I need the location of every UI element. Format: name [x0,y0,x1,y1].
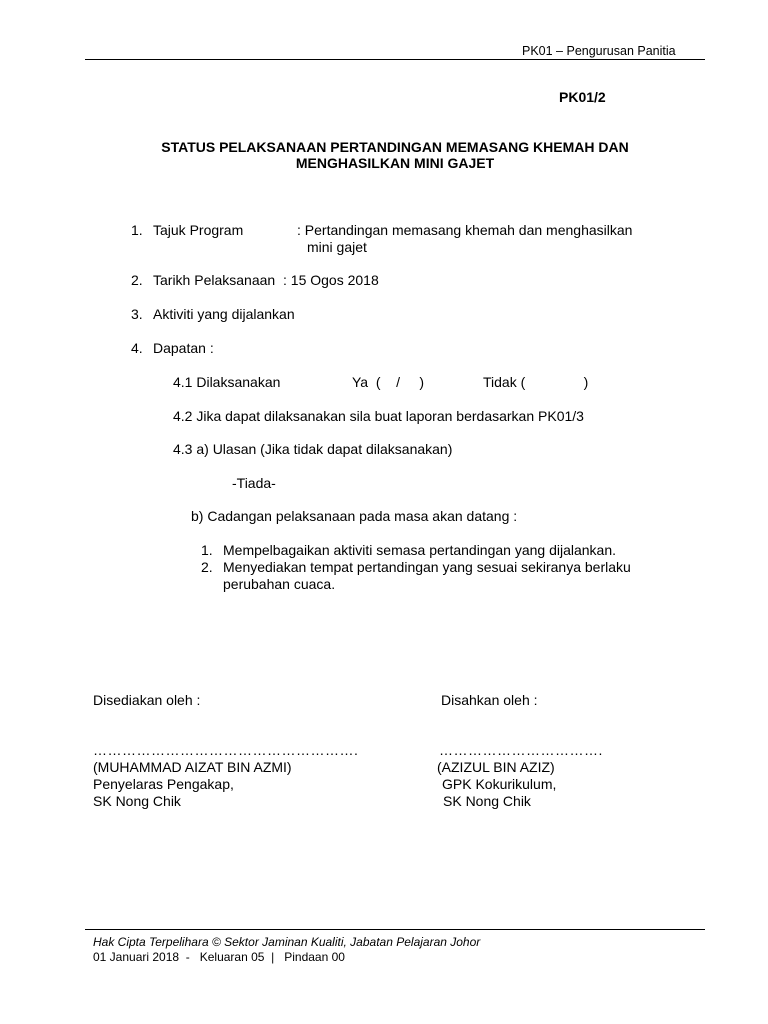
item-3-number: 3. [131,306,143,322]
section-4-3b: b) Cadangan pelaksanaan pada masa akan datang : [191,508,518,524]
item-1-value-line2: mini gajet [307,239,367,255]
prepared-by-label: Disediakan oleh : [93,692,201,708]
item-3-label: Aktiviti yang dijalankan [153,306,295,322]
approved-school: SK Nong Chik [443,793,531,809]
item-4-number: 4. [131,340,143,356]
header-text: PK01 – Pengurusan Panitia [522,44,676,58]
section-4-2: 4.2 Jika dapat dilaksanakan sila buat laporan berdasarkan PK01/3 [173,408,584,424]
approved-name: (AZIZUL BIN AZIZ) [437,759,555,775]
approved-by-label: Disahkan oleh : [441,692,538,708]
ulasan-text: -Tiada- [232,475,276,491]
footer-copyright: Hak Cipta Terpelihara © Sektor Jaminan Kualiti, Jabatan Pelajaran Johor [93,935,481,949]
prepared-school: SK Nong Chik [93,793,181,809]
prepared-name: (MUHAMMAD AIZAT BIN AZMI) [93,759,292,775]
footer-revision: 01 Januari 2018 - Keluaran 05 | Pindaan 00 [93,950,345,964]
footer-rule [85,929,705,930]
cadangan-2-text-line2: perubahan cuaca. [223,576,336,592]
prepared-role: Penyelaras Pengakap, [93,776,234,792]
ya-checkbox-text: Ya ( / ) [352,374,425,390]
item-1-value-line1: : Pertandingan memasang khemah dan menghasilkan [297,222,633,238]
approved-role: GPK Kokurikulum, [442,776,557,792]
item-2-label: Tarikh Pelaksanaan [153,272,276,288]
prepared-signature-line: ………………………………………………. [93,742,359,758]
approved-signature-line: ……………………………. [439,742,603,758]
item-1-number: 1. [131,222,143,238]
section-4-3a: 4.3 a) Ulasan (Jika tidak dapat dilaksanakan) [173,441,453,457]
item-2-value: : 15 Ogos 2018 [283,272,379,288]
item-2-number: 2. [131,272,143,288]
section-4-1-label: 4.1 Dilaksanakan [173,374,281,390]
document-code: PK01/2 [559,89,606,105]
item-1-label: Tajuk Program [153,222,244,238]
header-rule [85,59,705,60]
cadangan-2-text-line1: Menyediakan tempat pertandingan yang sesuai sekiranya berlaku [223,559,631,575]
document-title-line1: STATUS PELAKSANAAN PERTANDINGAN MEMASANG KHEMAH DAN [161,139,629,155]
cadangan-2-number: 2. [201,559,213,575]
cadangan-1-text: Mempelbagaikan aktiviti semasa pertandingan yang dijalankan. [223,542,617,558]
item-4-label: Dapatan : [153,340,214,356]
document-title-line2: MENGHASILKAN MINI GAJET [295,155,495,171]
cadangan-1-number: 1. [201,542,213,558]
tidak-checkbox-text: Tidak ( ) [483,374,589,390]
